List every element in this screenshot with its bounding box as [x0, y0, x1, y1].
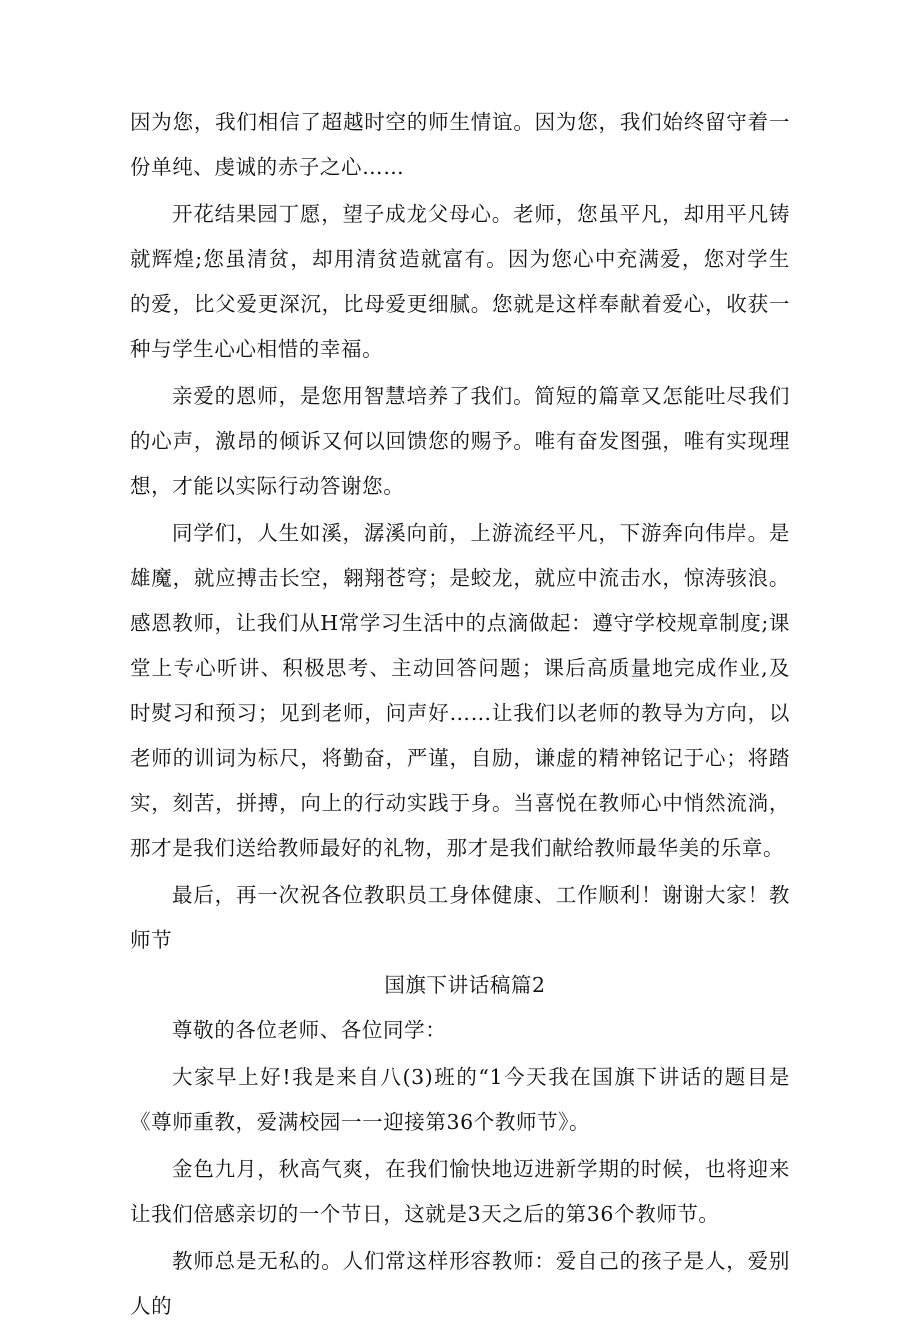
paragraph-intro: 因为您，我们相信了超越时空的师生情谊。因为您，我们始终留守着一份单纯、虔诚的赤子之心…… [130, 110, 790, 179]
paragraph-good-morning: 大家早上好!我是来自八(3)班的“1今天我在国旗下讲话的题目是《尊师重教，爱满校园一一迎接第36个教师节》。 [130, 1065, 790, 1134]
paragraph-selfless: 教师总是无私的。人们常这样形容教师：爱自己的孩子是人，爱别人的 [130, 1249, 790, 1318]
paragraph-dear-teacher: 亲爱的恩师，是您用智慧培养了我们。简短的篇章又怎能吐尽我们的心声，激昂的倾诉又何以回馈您的赐予。唯有奋发图强，唯有实现理想，才能以实际行动答谢您。 [130, 384, 790, 498]
paragraph-closing: 最后，再一次祝各位教职员工身体健康、工作顺利！谢谢大家！教师节 [130, 883, 790, 952]
paragraph-classmates: 同学们，人生如溪，潺溪向前，上游流经平凡，下游奔向伟岸。是雄魔，就应搏击长空，翱翔苍穹；是蛟龙，就应中流击水，惊涛骇浪。感恩教师，让我们从H常学习生活中的点滴做起：遵守学校规章制度;课堂上专心听讲、积极思考、主动回答问题；课后高质量地完成作业,及时熨习和预习；见到老师，问声好……让我们以老师的教导为方向，以老师的训词为标尺，将勤奋，严谨，自励，谦虚的精神铭记于心；将踏实，刻苦，拼搏，向上的行动实践于身。当喜悦在教师心中悄然流淌，那才是我们送给教师最好的礼物，那才是我们献给教师最华美的乐章。 [130, 521, 790, 860]
document-body [130, 100, 790, 1329]
paragraph-greeting: 尊敬的各位老师、各位同学： [172, 1018, 447, 1042]
section-title: 国旗下讲话稿篇2 [384, 973, 546, 997]
paragraph-gardener: 开花结果园丁愿，望子成龙父母心。老师，您虽平凡，却用平凡铸就辉煌;您虽清贫，却用清贫造就富有。因为您心中充满爱，您对学生的爱，比父爱更深沉，比母爱更细腻。您就是这样奉献着爱心，收获一种与学生心心相惜的幸福。 [130, 202, 790, 361]
paragraph-september: 金色九月，秋高气爽，在我们愉快地迈进新学期的时候，也将迎来让我们倍感亲切的一个节日，这就是3天之后的第36个教师节。 [130, 1157, 790, 1226]
